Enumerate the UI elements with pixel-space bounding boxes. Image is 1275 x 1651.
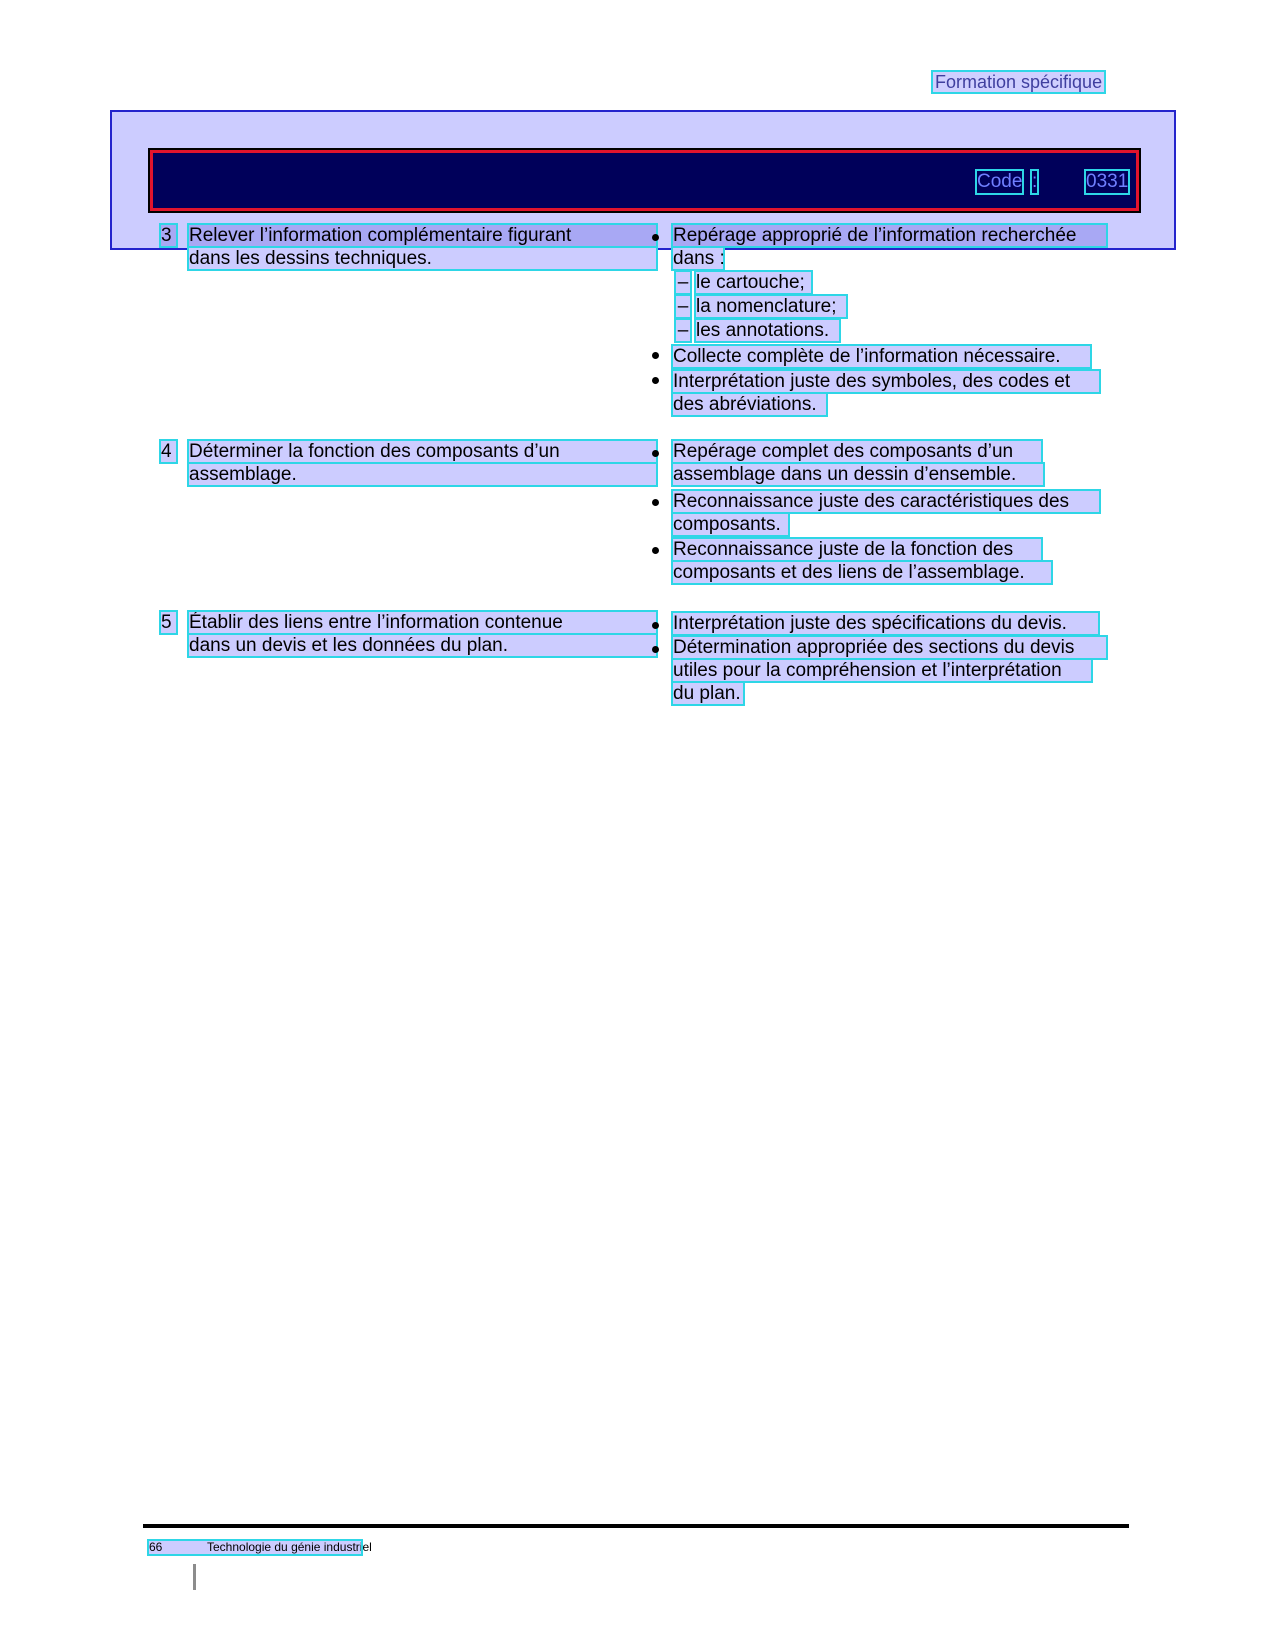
criterion-text: du plan.: [673, 683, 743, 704]
footer-rule: [143, 1524, 1129, 1528]
subitem-text: la nomenclature;: [696, 296, 846, 317]
footer-text: [149, 1540, 372, 1554]
change-bar: [193, 1564, 196, 1590]
code-label: Code: [977, 171, 1023, 192]
criterion-text: Détermination appropriée des sections du devis: [673, 637, 1106, 658]
bullet-icon: [651, 546, 661, 556]
criterion-text: composants et des liens de l’assemblage.: [673, 562, 1051, 583]
criterion-text: Collecte complète de l’information nécessaire.: [673, 346, 1090, 367]
bullet-icon: [651, 233, 661, 243]
criterion-text: des abréviations.: [673, 394, 826, 415]
element-text: assemblage.: [189, 464, 656, 485]
footer-program: Technologie du génie industriel: [207, 1540, 372, 1554]
bullet-icon: [651, 449, 661, 459]
dash-icon: –: [677, 296, 689, 317]
criterion-text: utiles pour la compréhension et l’interprétation: [673, 660, 1091, 681]
criterion-text: Reconnaissance juste de la fonction des: [673, 539, 1041, 560]
subitem-text: les annotations.: [696, 320, 839, 341]
criterion-text: Repérage approprié de l’information recherchée: [673, 225, 1106, 246]
criterion-text: dans :: [673, 248, 725, 269]
code-colon: :: [1032, 171, 1038, 192]
criterion-text: Reconnaissance juste des caractéristiques des: [673, 491, 1099, 512]
bullet-icon: [651, 376, 661, 386]
criterion-text: assemblage dans un dessin d’ensemble.: [673, 464, 1043, 485]
item-number: 5: [161, 612, 176, 633]
element-text: Relever l’information complémentaire figurant: [189, 225, 656, 246]
criterion-text: composants.: [673, 514, 788, 535]
criterion-text: Interprétation juste des spécifications du devis.: [673, 613, 1098, 634]
dash-icon: –: [677, 320, 689, 341]
subitem-text: le cartouche;: [696, 272, 811, 293]
footer-page-number: 66: [149, 1540, 163, 1554]
bullet-icon: [651, 498, 661, 508]
code-value: 0331: [1086, 171, 1129, 192]
bullet-icon: [651, 351, 661, 361]
bullet-icon: [651, 621, 661, 631]
dash-icon: –: [677, 272, 689, 293]
bullet-icon: [651, 645, 661, 655]
element-text: dans un devis et les données du plan.: [189, 635, 656, 656]
element-text: Déterminer la fonction des composants d’un: [189, 441, 656, 462]
item-number: 4: [161, 441, 176, 462]
criterion-text: Interprétation juste des symboles, des codes et: [673, 371, 1099, 392]
item-number: 3: [161, 225, 176, 246]
element-text: Établir des liens entre l’information contenue: [189, 612, 656, 633]
criterion-text: Repérage complet des composants d’un: [673, 441, 1041, 462]
element-text: dans les dessins techniques.: [189, 248, 656, 269]
section-header: Formation spécifique: [935, 72, 1103, 92]
